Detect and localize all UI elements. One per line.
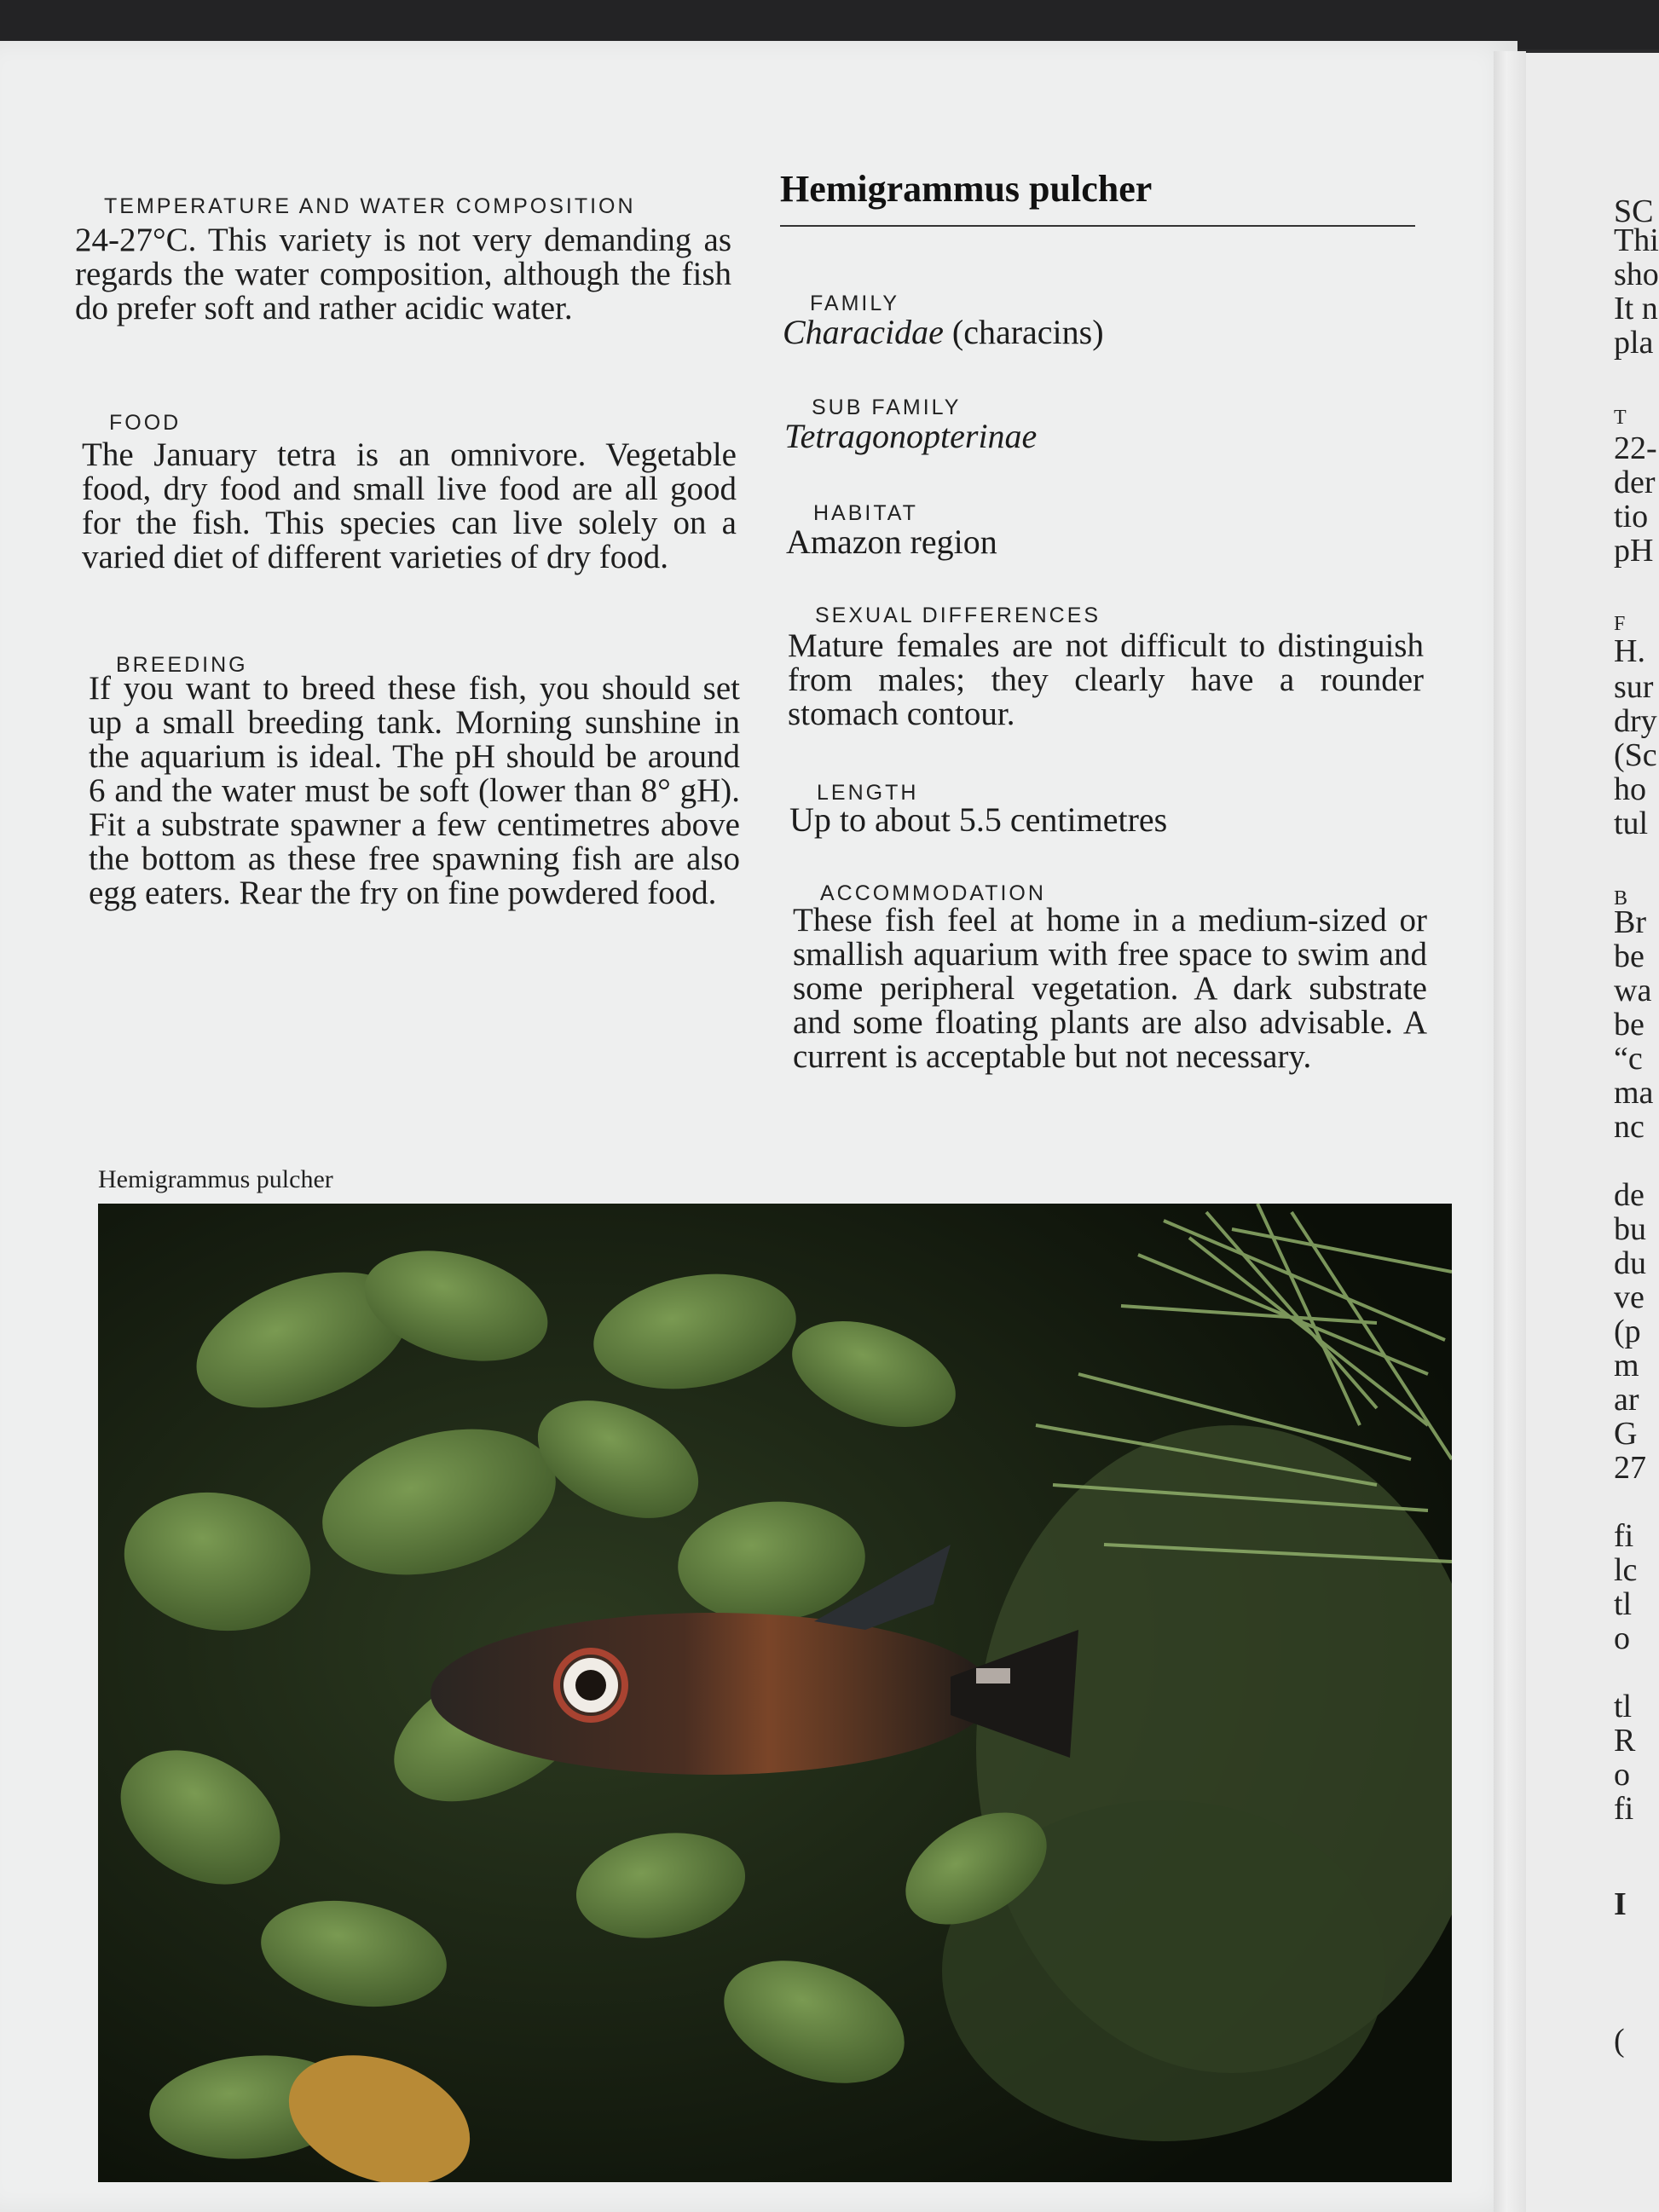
next-page-fragment: pH — [1614, 533, 1654, 569]
next-page-fragment: “c — [1614, 1041, 1643, 1077]
next-page-fragment: nc — [1614, 1109, 1645, 1145]
next-page-fragment: tio — [1614, 499, 1649, 534]
breeding-text: If you want to breed these fish, you should set up a small breeding tank. Morning sunshine in the aquarium is ideal. The pH should be around 6 and the water must be soft (lower than 8° gH). Fit a substrate spawner a few centimetres above the bottom as these free spawning fish are also egg eaters. Rear the fry on fine powdered food. — [89, 670, 740, 911]
accommodation-heading: ACCOMMODATION — [820, 881, 1046, 905]
length-value: Up to about 5.5 centimetres — [789, 800, 1168, 839]
next-page-fragment: R — [1614, 1723, 1636, 1759]
sexual-differences-heading: SEXUAL DIFFERENCES — [815, 604, 1101, 627]
next-page-fragment: (Sc — [1614, 737, 1657, 773]
next-page-fragment: 22- — [1614, 430, 1657, 466]
food-heading: FOOD — [109, 411, 182, 435]
next-page-fragment: G — [1614, 1416, 1638, 1452]
family-latin: Characidae — [783, 313, 944, 351]
next-page-fragment: fi — [1614, 1791, 1634, 1827]
next-page-fragment: dry — [1614, 703, 1657, 739]
next-page-fragment: ho — [1614, 771, 1646, 807]
next-page-fragment: pla — [1614, 325, 1654, 361]
photo-caption: Hemigrammus pulcher — [98, 1165, 333, 1193]
next-page-fragment: lc — [1614, 1552, 1638, 1588]
family-common: (characins) — [951, 313, 1104, 351]
food-text: The January tetra is an omnivore. Vegetable food, dry food and small live food are all good for the fish. This species can live solely on a varied diet of different varieties of dry food. — [82, 436, 737, 575]
next-page-fragment: H. — [1614, 633, 1645, 669]
next-page-fragment: (p — [1614, 1314, 1641, 1349]
next-page-fragment: sho — [1614, 257, 1659, 292]
next-page-fragment: tl — [1614, 1689, 1633, 1724]
next-page-fragment: T — [1614, 407, 1627, 429]
title-rule — [780, 225, 1415, 227]
temperature-text: 24-27°C. This variety is not very demanding as regards the water composition, although the fish do prefer soft and rather acidic water. — [75, 222, 731, 326]
book-gutter — [1494, 51, 1526, 2212]
sub-family-heading: SUB FAMILY — [812, 396, 962, 419]
next-page-fragment: SC — [1614, 193, 1654, 229]
temperature-heading: TEMPERATURE AND WATER COMPOSITION — [104, 194, 636, 218]
next-page-fragment: It n — [1614, 291, 1658, 326]
next-page-fragment: o — [1614, 1757, 1630, 1793]
next-page-fragment: I — [1614, 1886, 1627, 1922]
length-heading: LENGTH — [817, 781, 919, 805]
next-page-fragment: de — [1614, 1177, 1645, 1213]
breeding-heading: BREEDING — [116, 653, 248, 677]
next-page-fragment: Thi — [1614, 222, 1659, 258]
next-page-fragment: ar — [1614, 1382, 1639, 1418]
species-title: Hemigrammus pulcher — [780, 168, 1153, 210]
next-page-fragment: B — [1614, 887, 1628, 910]
next-page-fragment: Br — [1614, 904, 1646, 940]
habitat-heading: HABITAT — [813, 501, 918, 525]
next-page-fragment: ma — [1614, 1075, 1654, 1111]
fish-photo-image — [98, 1204, 1452, 2182]
next-page-fragment: tul — [1614, 806, 1649, 841]
next-page-fragment: der — [1614, 465, 1656, 500]
next-page-fragment: o — [1614, 1620, 1630, 1656]
next-page-fragment: du — [1614, 1245, 1646, 1281]
fish-photo — [98, 1204, 1452, 2182]
next-page-fragment: tl — [1614, 1586, 1633, 1622]
family-value — [783, 314, 1104, 351]
next-page-fragment: be — [1614, 1007, 1645, 1042]
next-page-fragment: fi — [1614, 1518, 1634, 1554]
next-page-fragment: wa — [1614, 973, 1652, 1008]
next-page-fragment: m — [1614, 1348, 1639, 1383]
next-page-fragment: bu — [1614, 1211, 1646, 1247]
next-page-fragment: be — [1614, 939, 1645, 974]
sub-family-value: Tetragonopterinae — [784, 417, 1038, 455]
next-page-fragment: sur — [1614, 669, 1654, 705]
sexual-differences-text: Mature females are not difficult to distinguish from males; they clearly have a rounder stomach contour. — [788, 627, 1424, 732]
next-page-fragment: ve — [1614, 1279, 1645, 1315]
accommodation-text: These fish feel at home in a medium-sized or smallish aquarium with free space to swim and some peripheral vegetation. A dark substrate and some floating plants are also advisable. A current is acceptable but not necessary. — [793, 902, 1427, 1075]
next-page-fragment: F — [1614, 613, 1626, 635]
next-page-fragment: ( — [1614, 2023, 1625, 2059]
next-page-fragment: 27 — [1614, 1450, 1646, 1486]
habitat-value: Amazon region — [786, 523, 997, 561]
family-heading: FAMILY — [810, 292, 900, 315]
